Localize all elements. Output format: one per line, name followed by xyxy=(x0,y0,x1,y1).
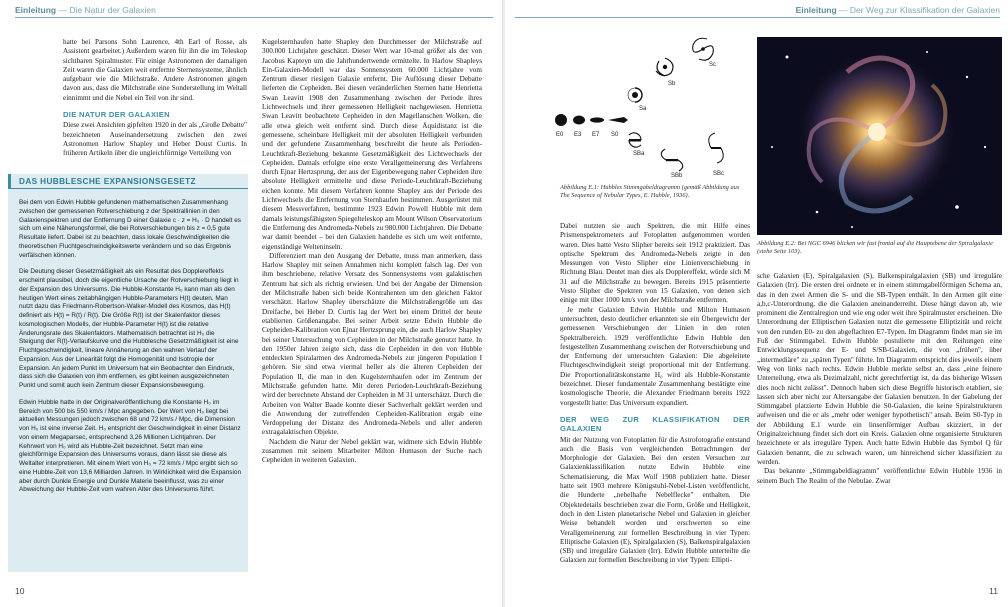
running-head xyxy=(796,5,1000,15)
sc-galaxy-shape xyxy=(693,38,714,60)
box-title: DAS HUBBLESCHE EXPANSIONSGESETZ xyxy=(19,177,196,186)
label-sb: Sb xyxy=(668,81,676,87)
e7-galaxy-shape xyxy=(590,117,604,122)
left-page xyxy=(0,0,503,607)
label-e7: E7 xyxy=(592,132,600,138)
hubble-law-box xyxy=(8,174,248,572)
right-page xyxy=(505,0,1008,607)
figure2-caption: Abbildung E.2: Bei NGC 6946 blicken wir fast frontal auf die Hauptebene der Spiralgalaxie (siehe Seite 103). xyxy=(757,240,993,255)
label-s0: S0 xyxy=(611,132,619,138)
section-heading: DER WEG ZUR KLASSIFIKATION DER GALAXIEN xyxy=(560,414,750,434)
e0-galaxy-shape xyxy=(555,114,567,126)
ngc6946-image xyxy=(757,37,1002,235)
paragraph: Mit der Nutzung von Fotoplatten für die Astrofotografie entstand auch die Basis von vergleichenden Betrachtungen der Morphologie der Galaxien. Bei den ersten Versuchen zur Galaxienklassifikation nutzte Edwin Hubble eine Schematisierung, die Max Wolf 1908 publiziert hatte. Dieser hatte seit 1903 mehrere Königstuhl-Nebel-Listen veröffentlicht, die Hunderte „nebelhafte Nebelflecke" enthalten. Die Objektedetails beschrieben zwar die Form, Größe und Helligkeit, doch in den Listen planetarische Nebel und Galaxien in gleicher Weise behandelt worden und erschwerten so eine Verallgemeinerung zur formellen Beschreibung in vier Typen: Elliptische Galaxien (E), Spiralgalaxien (S), Balkenspiralgalaxien (SB) und irreguläre Galaxien (Irr). Edwin Hubble unterteilte die Galaxien zur formellen Beschreibung in vier Typen: Ellipti- xyxy=(560,435,750,565)
label-sba: SBa xyxy=(633,151,645,157)
column-b xyxy=(757,272,1002,583)
running-head-dash: — xyxy=(839,5,848,15)
figure1-caption: Abbildung E.1: Hubbles Stimmgabeldiagramm (gemäß Abbildung aus The Sequence of Nebular Types, E. Hubble, 1936). xyxy=(560,184,740,199)
running-head-chapter: Einleitung xyxy=(795,5,837,15)
label-sc: Sc xyxy=(709,62,717,68)
paragraph: Differenziert man den Ausgang der Debatte, muss man anmerken, dass Harlow Shapley mit seinen Annahmen nicht komplett falsch lag. Der von ihm beschriebene, relative Versatz des Sonnensystems vom galaktischen Zentrum hat sich als richtig erwiesen. Und bei der Angabe der Dimension der Milchstraße haben sich beide Kontrahenten um den gleichen Faktor verschätzt. Harlow Shapley überschätzte die Milchstraßengröße um das Dreifache, bei Heber D. Curtis lag der Wert bei einem Drittel der heute etablierten Größenangabe. Bei seiner Arbeit setzte Edwin Hubble die Cepheiden-Kalibration von Ejnar Hertzsprung ein, die auch Harlow Shapley bei seiner Untersuchung von Cepheiden in der Milchstraße genutzt hatte. In den 1950er Jahren zeigte sich, dass die Cepheiden in den von Hubble entdeckten Spiralarmen des Andromeda-Nebels zur jüngeren Population I gehören. Sie sind etwa viermal heller als die älteren Cepheiden der Population II, die man in den Kugelsternhaufen oder im Zentrum der Milchstraße gefunden hatte. Mit deren Perioden-Leuchtkraft-Beziehung wird der berechnete Abstand der Cepheiden in M 31 unterschätzt. Durch die Arbeiten von Walter Baade konnte dieser Sachverhalt geklärt werden und die Anwendung der zutreffenden Cepheiden-Kalibration ergab eine Verdoppelung der Distanz des Andromeda-Nebels und aller anderen extragalaktischen Objekte. xyxy=(262,251,482,437)
box-header xyxy=(8,174,248,188)
box-accent-bar xyxy=(8,174,11,188)
running-head-title: Der Weg zur Klassifikation der Galaxien xyxy=(849,5,1000,15)
page-number: 10 xyxy=(15,586,25,596)
label-sa: Sa xyxy=(639,106,647,112)
e3-galaxy-shape xyxy=(573,116,585,125)
box-paragraph: Die Deutung dieser Gesetzmäßigkeit als ein Resultat des Dopplereffekts erscheint plausibel, doch die eigentliche Ursache der Rotverschiebung liegt in der Expansion des Universums. Die Hubble-Konstante H₀ kann man als den heutigen Wert eines zeitabhängigen Hubble-Parameters H(t) deuten. Man nutzt dazu das Friedmann-Robertson-Walker-Modell des Kosmos, das H(t) definiert als H(t) = R(t) / R(t). Die Größe R(t) ist der Skalenfaktor dieses kosmologischen Modells, der Hubble-Parameter H(t) ist die relative Änderungsrate des Skalenfaktors. Mathematisch betrachtet ist H₀ die Steigung der R(t)-Verlaufskurve und die Hubblesche Gesetzmäßigkeit ist eine Fluchtgeschwindigkeit, lineare Annäherung an den wahren Verlauf der Expansion. Aus der Linearität folgt die Homogenität und Isotropie der Expansion. An jedem Punkt im Universum hat ein Beobachter den Eindruck, dass sich die Galaxien von ihm entfernen, es gibt keinen ausgezeichneten Punkt und somit auch kein Zentrum dieser Expansionsbewegung. xyxy=(19,268,239,389)
column-a-top xyxy=(63,38,247,172)
sbb-galaxy-shape xyxy=(661,149,683,171)
label-e0: E0 xyxy=(556,132,564,138)
sb-galaxy-shape xyxy=(656,58,673,76)
sba-galaxy-shape xyxy=(629,133,641,147)
box-paragraph: Edwin Hubble hatte in der Originalveröffentlichung die Konstante H₀ im Bereich von 500 bis 550 km/s / Mpc angegeben. Der Wert von H₀ liegt bei aktuellen Messungen jedoch zwischen 68 und 72 km/s / Mpc, die Dimension von H₀ ist eine inverse Zeit. H₀ entspricht der Geschwindigkeit in einer Distanz von einem Megaparsec, entsprechend 3,26 Millionen Lichtjahren. Der Kehrwert von H₀ wird als Hubble-Zeit bezeichnet. Setzt man eine gleichförmige Expansion des Universums voraus, dann lässt sie diese als Weltalter interpretieren. Mit einem Wert von H₀ = 72 km/s / Mpc ergibt sich so eine Hubble-Zeit von 13,6 Milliarden Jahren. In Wirklichkeit wird die Expansion aber durch Dunkle Energie und Dunkle Materie beeinflusst, was zu einer Abweichung der Hubble-Zeit vom wahren Alter des Universums führt. xyxy=(19,398,242,494)
paragraph: Dabei nutzten sie auch Spektren, die mit Hilfe eines Prismenspektrometers auf Fotoplatten aufgenommen worden waren. Dies hatte Vesto Slipher bereits seit 1912 praktiziert. Das optische Spektrum des Andromeda-Nebels zeigte in den Messungen von Vesto Slipher eine Linienverschiebung in Richtung Blau. Deutet man dies als Dopplereffekt, würde sich M 31 auf die Milchstraße zu bewegen. Bereits 1915 präsentierte Vesto Slipher die Spektren von 15 Galaxien, von denen sich einige mit über 1000 km/s von der Milchstraße entfernten. xyxy=(560,222,750,305)
paragraph: Kugelsternhaufen hatte Shapley den Durchmesser der Milchstraße auf 300.000 Lichtjahre geschätzt. Dieser Wert war 10-mal größer als der von Jacobus Kapteyn um die Jahrhundertwende ermittelte. In Harlow Shapleys Ein-Galaxien-Modell war das Sonnensystem 60.000 Lichtjahre vom Zentrum dieser riesigen Galaxie entfernt. Die Auflösung dieser Debatte lieferten die Cepheiden. Bei diesen veränderlichen Sternen hatte Henrietta Swan Leavitt 1908 den Zusammenhang zwischen der Periode ihres Lichtwechsels und ihrer gemessenen Helligkeit nachgewiesen. Henrietta Swan Leavitt beobachtete Cepheiden in den Magellanschen Wolken, die alle etwa gleich weit entfernt sind. Durch diese Äquidistanz ist die gemessene, scheinbare Helligkeit mit der absoluten Helligkeit verbunden und der gefundene Zusammenhang beschreibt die heute als Perioden-Leuchtkraft-Beziehung bekannte Gesetzmäßigkeit des Lichtwechsels der Cepheiden. Damals erfolgte eine erste Verallgemeinerung des Verfahrens durch Ejnar Hertzsprung, der aus der Eigenbewegung naher Cepheiden ihre absolute Helligkeit ermittelte und diese Periode-Leuchtkraft-Beziehung eichen konnte. Mit diesem Verfahren konnte Shapley aus der Periode des Lichtwechsels die Entfernung von Sternhaufen bestimmen. Ausgerüstet mit diesem Messverfahren, bestimmte 1923 Edwin Powell Hubble mit dem damals leistungsfähigsten Spiegelteleskop am Mount Wilson Observatorium die Entfernung des Andromeda-Nebels zu 980.000 Lichtjahren. Die Debatte war damit beendet – bei den Galaxien handelte es sich um weit entfernte, eigenständige Welteninseln. xyxy=(262,38,482,251)
running-head-title: Die Natur der Galaxien xyxy=(69,5,156,15)
paragraph: sche Galaxien (E), Spiralgalaxien (S), Balkenspiralgalaxien (SB) und irreguläre Galaxien (Irr). Die ersten drei ordnete er in einem stimmgabelförmigen Schema an, das in den zwei Armen die S- und die SB-Typen enthält. In den Armen gilt eine a,b,c-Unterordnung, die die Galaxien aneinanderreiht. Diese hängt davon ab, wie prominent die Zentralregion und wie eng oder weit ihre Spiralmuster erscheinen. Die Unterordnung der Elliptischen Galaxien nutzt die gemessene Elliptizität und reicht von den runden E0- zu den abgeflachten E7-Typen. Im Diagramm findet man sie im Fuß der Stimmgabel. Edwin Hubble postulierte mit den Reihungen eine Entwicklungssequenz der E- und S/SB-Galaxien, die von „frühen", über „intermediäre" zu „späten Typen" führte. Im Diagramm entspricht dies jeweils einem Weg von links nach rechts. Edwin Hubble merkte selbst an, dass „eine feinere Unterteilung, etwa als Dezimalzahl, nicht gerechtfertigt ist, da das bisherige Wissen dies noch nicht zulässt". Dennoch haben sich diese Begriffe historisch etabliert, sie lassen sich aber nicht zur Altersangabe der Galaxien benutzen. In der Gabelung der Stimmgabel platzierte Edwin Hubble die S0-Galaxien, die keine Spiralstrukturen aufweisen und die er als „mehr oder weniger hypothetisch" ansah. Beim S0-Typ in der Abbildung E.1 wurde ein linsenförmiger Aufbau skizziert, in der Originalzeichnung findet sich dort ein Kreis. Galaxien ohne organisierte Strukturen bezeichnete er als irreguläre Typen. Auch hatte Edwin Hubble das Symbol Q für Galaxien benannt, die zu schwach waren, um hinreichend sicher klassifiziert zu werden. xyxy=(757,272,1002,466)
sa-galaxy-shape xyxy=(628,88,642,102)
paragraph: Das bekannte „Stimmgabeldiagramm" veröffentlichte Edwin Hubble 1936 in seinem Buch The Realm of the Nebulae. Zwar xyxy=(757,467,1002,485)
label-sbb: SBb xyxy=(671,173,683,179)
label-e3: E3 xyxy=(574,132,582,138)
s0-galaxy-shape xyxy=(608,117,628,123)
box-paragraph: Bei dem von Edwin Hubble gefundenen mathematischen Zusammenhang zwischen der gemessenen Rotverschiebung z der Spektrallinien in den Galaxienspektren und der Entfernung D einer Galaxie c · z = H₀ · D handelt es sich um eine Näherungsformel, die bei Rotverschiebungen bis z = 0,5 gute Resultate liefert. Dabei ist zu beachten, dass lokale Geschwindigkeiten die theoretischen Fluchtgeschwindigkeitswerte verändern und so das Ergebnis verfälschen können. xyxy=(19,199,242,259)
sbc-galaxy-shape xyxy=(709,133,724,163)
section-heading: DIE NATUR DER GALAXIEN xyxy=(63,110,170,120)
label-sbc: SBc xyxy=(713,171,725,177)
running-head-chapter: Einleitung xyxy=(15,5,57,15)
running-head-dash: — xyxy=(58,5,67,15)
paragraph: Nachdem die Natur der Nebel geklärt war, widmete sich Edwin Hubble zusammen mit seinem Mitarbeiter Milton Humason der Suche nach Cepheiden in weiteren Galaxien. xyxy=(262,437,482,465)
column-b xyxy=(262,38,482,583)
tuning-fork-diagram xyxy=(553,33,751,179)
paragraph: Je mehr Galaxien Edwin Hubble und Milton Humason untersuchten, desto deutlicher erkannten sie ein Übergewicht der gemessenen Verschiebungen der Linien in den roten Spektralbereich. 1929 veröffentlichte Edwin Hubble den festgestellten Zusammenhang zwischen der Rotverschiebung und der Entfernung der untersuchten Galaxien: Die abgeleitete Fluchtgeschwindigkeit steigt proportional mit der Entfernung. Die Proportionalitätskonstante H₀ wird als Hubble-Konstante bezeichnet. Dieser fundamentale Zusammenhang bestätigte eine kosmologische Theorie, die Alexander Friedmann bereits 1922 vorgestellt hatte: Das Universum expandiert. xyxy=(560,305,750,407)
page-number: 11 xyxy=(989,586,998,596)
galaxy-photo xyxy=(757,37,1002,235)
header-rule xyxy=(15,17,493,18)
paragraph: Diese zwei Ansichten gipfelten 1920 in der als „Große Debatte" bezeichneten Auseinandersetzung zwischen den zwei Astronomen Harlow Shapley und Heber Doust Curtis. In früheren Artikeln über die ungleichförmige Verteilung von xyxy=(63,121,247,158)
column-a xyxy=(560,222,750,582)
header-rule xyxy=(515,17,1000,18)
paragraph: hatte bei Parsons Sohn Laurence, 4th Earl of Rosse, als Assistent gearbeitet.) Außerdem waren für ihn die im Teleskop sichtbaren Spiralmuster. Für einige Astronomen der damaligen Zeit waren die Galaxien weit entfernte Sternensysteme, ähnlich aufgebaut wie die Milchstraße. Andere Astronomen gingen davon aus, dass die Milchstraße eine Sonderstellung im Weltall einnimmt und die Nebel ein Teil von ihr sind. xyxy=(63,38,247,102)
box-rule xyxy=(8,188,248,189)
box-body xyxy=(19,199,241,503)
running-head xyxy=(15,5,156,15)
